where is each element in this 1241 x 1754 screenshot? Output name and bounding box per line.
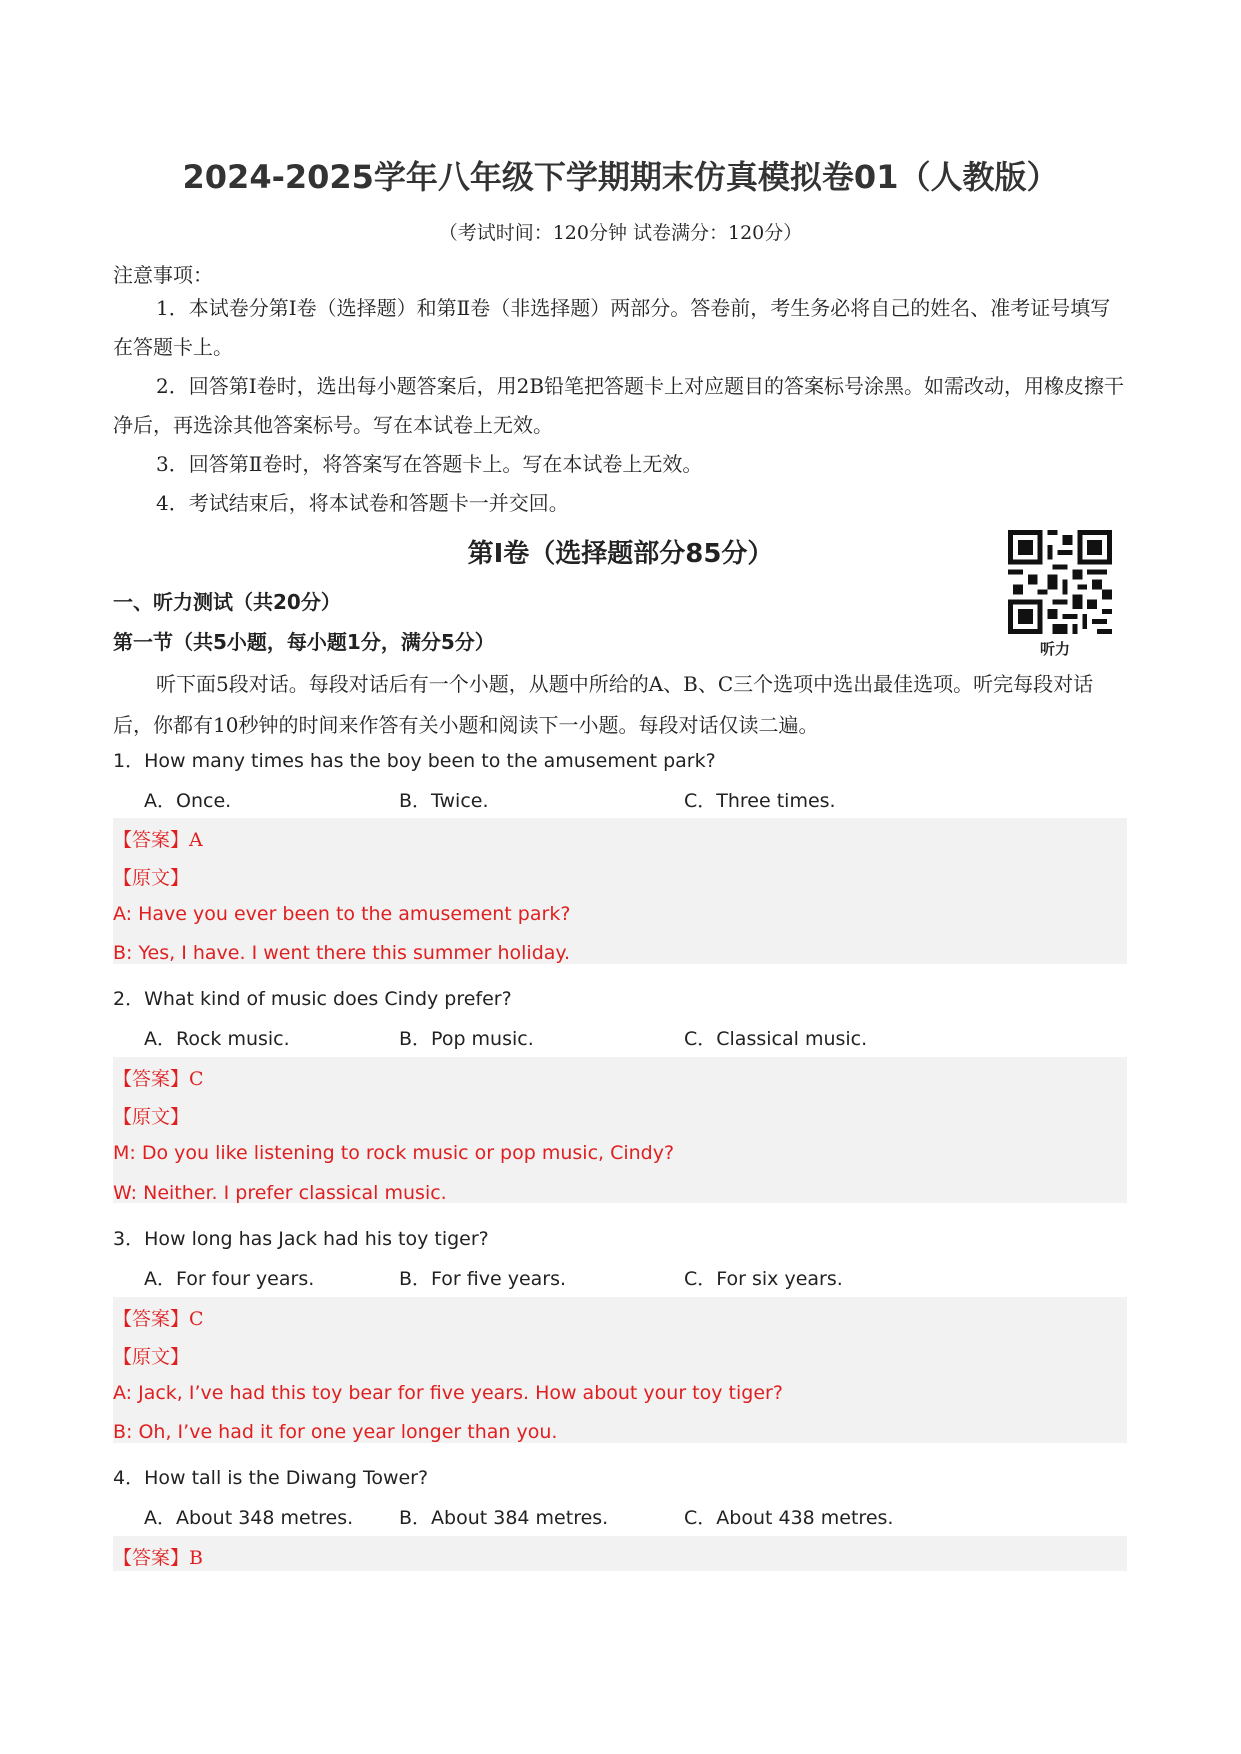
notes-heading: 注意事项： [113,263,213,287]
qr-code-icon[interactable] [1008,530,1112,634]
note-item: 3．回答第Ⅱ卷时，将答案写在答题卡上。写在本试卷上无效。 [156,452,703,476]
note-item: 4．考试结束后，将本试卷和答题卡一并交回。 [156,491,569,515]
page-title: 2024-2025学年八年级下学期期末仿真模拟卷01（人教版） [182,158,1059,196]
option-b: B．Twice. [399,790,489,812]
transcript-line: W: Neither. I prefer classical music. [113,1182,447,1204]
exam-info: （考试时间：120分钟 试卷满分：120分） [438,222,803,244]
part-heading: 一、听力测试（共20分） [113,590,341,614]
question-stem: 1．How many times has the boy been to the amusement park? [113,750,716,772]
option-a: A．Once. [144,790,232,812]
question-stem: 2．What kind of music does Cindy prefer? [113,988,512,1010]
source-label: 【原文】 [113,867,190,889]
qr-label: 听力 [1040,640,1071,658]
option-c: C．About 438 metres. [684,1507,894,1529]
answer-label: 【答案】C [113,1308,204,1330]
listening-instructions: 听下面5段对话。每段对话后有一个小题，从题中所给的A、B、C三个选项中选出最佳选项。听完每段对话后，你都有10秒钟的时间来作答有关小题和阅读下一小题。每段对话仅读二遍。 [113,672,1094,737]
answer-label: 【答案】C [113,1068,204,1090]
option-a: A．Rock music. [144,1028,290,1050]
option-a: A．For four years. [144,1268,315,1290]
option-a: A．About 348 metres. [144,1507,354,1529]
section-title: 第I卷（选择题部分85分） [467,539,774,569]
answer-label: 【答案】A [113,829,203,851]
note-item: 1．本试卷分第Ⅰ卷（选择题）和第Ⅱ卷（非选择题）两部分。答卷前，考生务必将自己的姓名、准考证号填写在答题卡上。 [113,296,1111,359]
note-item: 2．回答第Ⅰ卷时，选出每小题答案后，用2B铅笔把答题卡上对应题目的答案标号涂黑。如需改动，用橡皮擦干净后，再选涂其他答案标号。写在本试卷上无效。 [113,374,1125,437]
transcript-line: B: Yes, I have. I went there this summer holiday. [113,942,570,964]
option-c: C．Classical music. [684,1028,868,1050]
source-label: 【原文】 [113,1346,190,1368]
option-b: B．Pop music. [399,1028,534,1050]
section-heading: 第一节（共5小题，每小题1分，满分5分） [113,630,495,654]
transcript-line: B: Oh, I’ve had it for one year longer than you. [113,1421,558,1443]
source-label: 【原文】 [113,1106,190,1128]
option-c: C．For six years. [684,1268,843,1290]
answer-box [113,1536,1127,1571]
option-b: B．About 384 metres. [399,1507,609,1529]
transcript-line: A: Have you ever been to the amusement park? [113,903,571,925]
option-c: C．Three times. [684,790,836,812]
transcript-line: A: Jack, I’ve had this toy bear for five years. How about your toy tiger? [113,1382,783,1404]
answer-label: 【答案】B [113,1547,203,1569]
question-stem: 4．How tall is the Diwang Tower? [113,1467,429,1489]
transcript-line: M: Do you like listening to rock music or pop music, Cindy? [113,1142,675,1164]
option-b: B．For five years. [399,1268,567,1290]
question-stem: 3．How long has Jack had his toy tiger? [113,1228,489,1250]
